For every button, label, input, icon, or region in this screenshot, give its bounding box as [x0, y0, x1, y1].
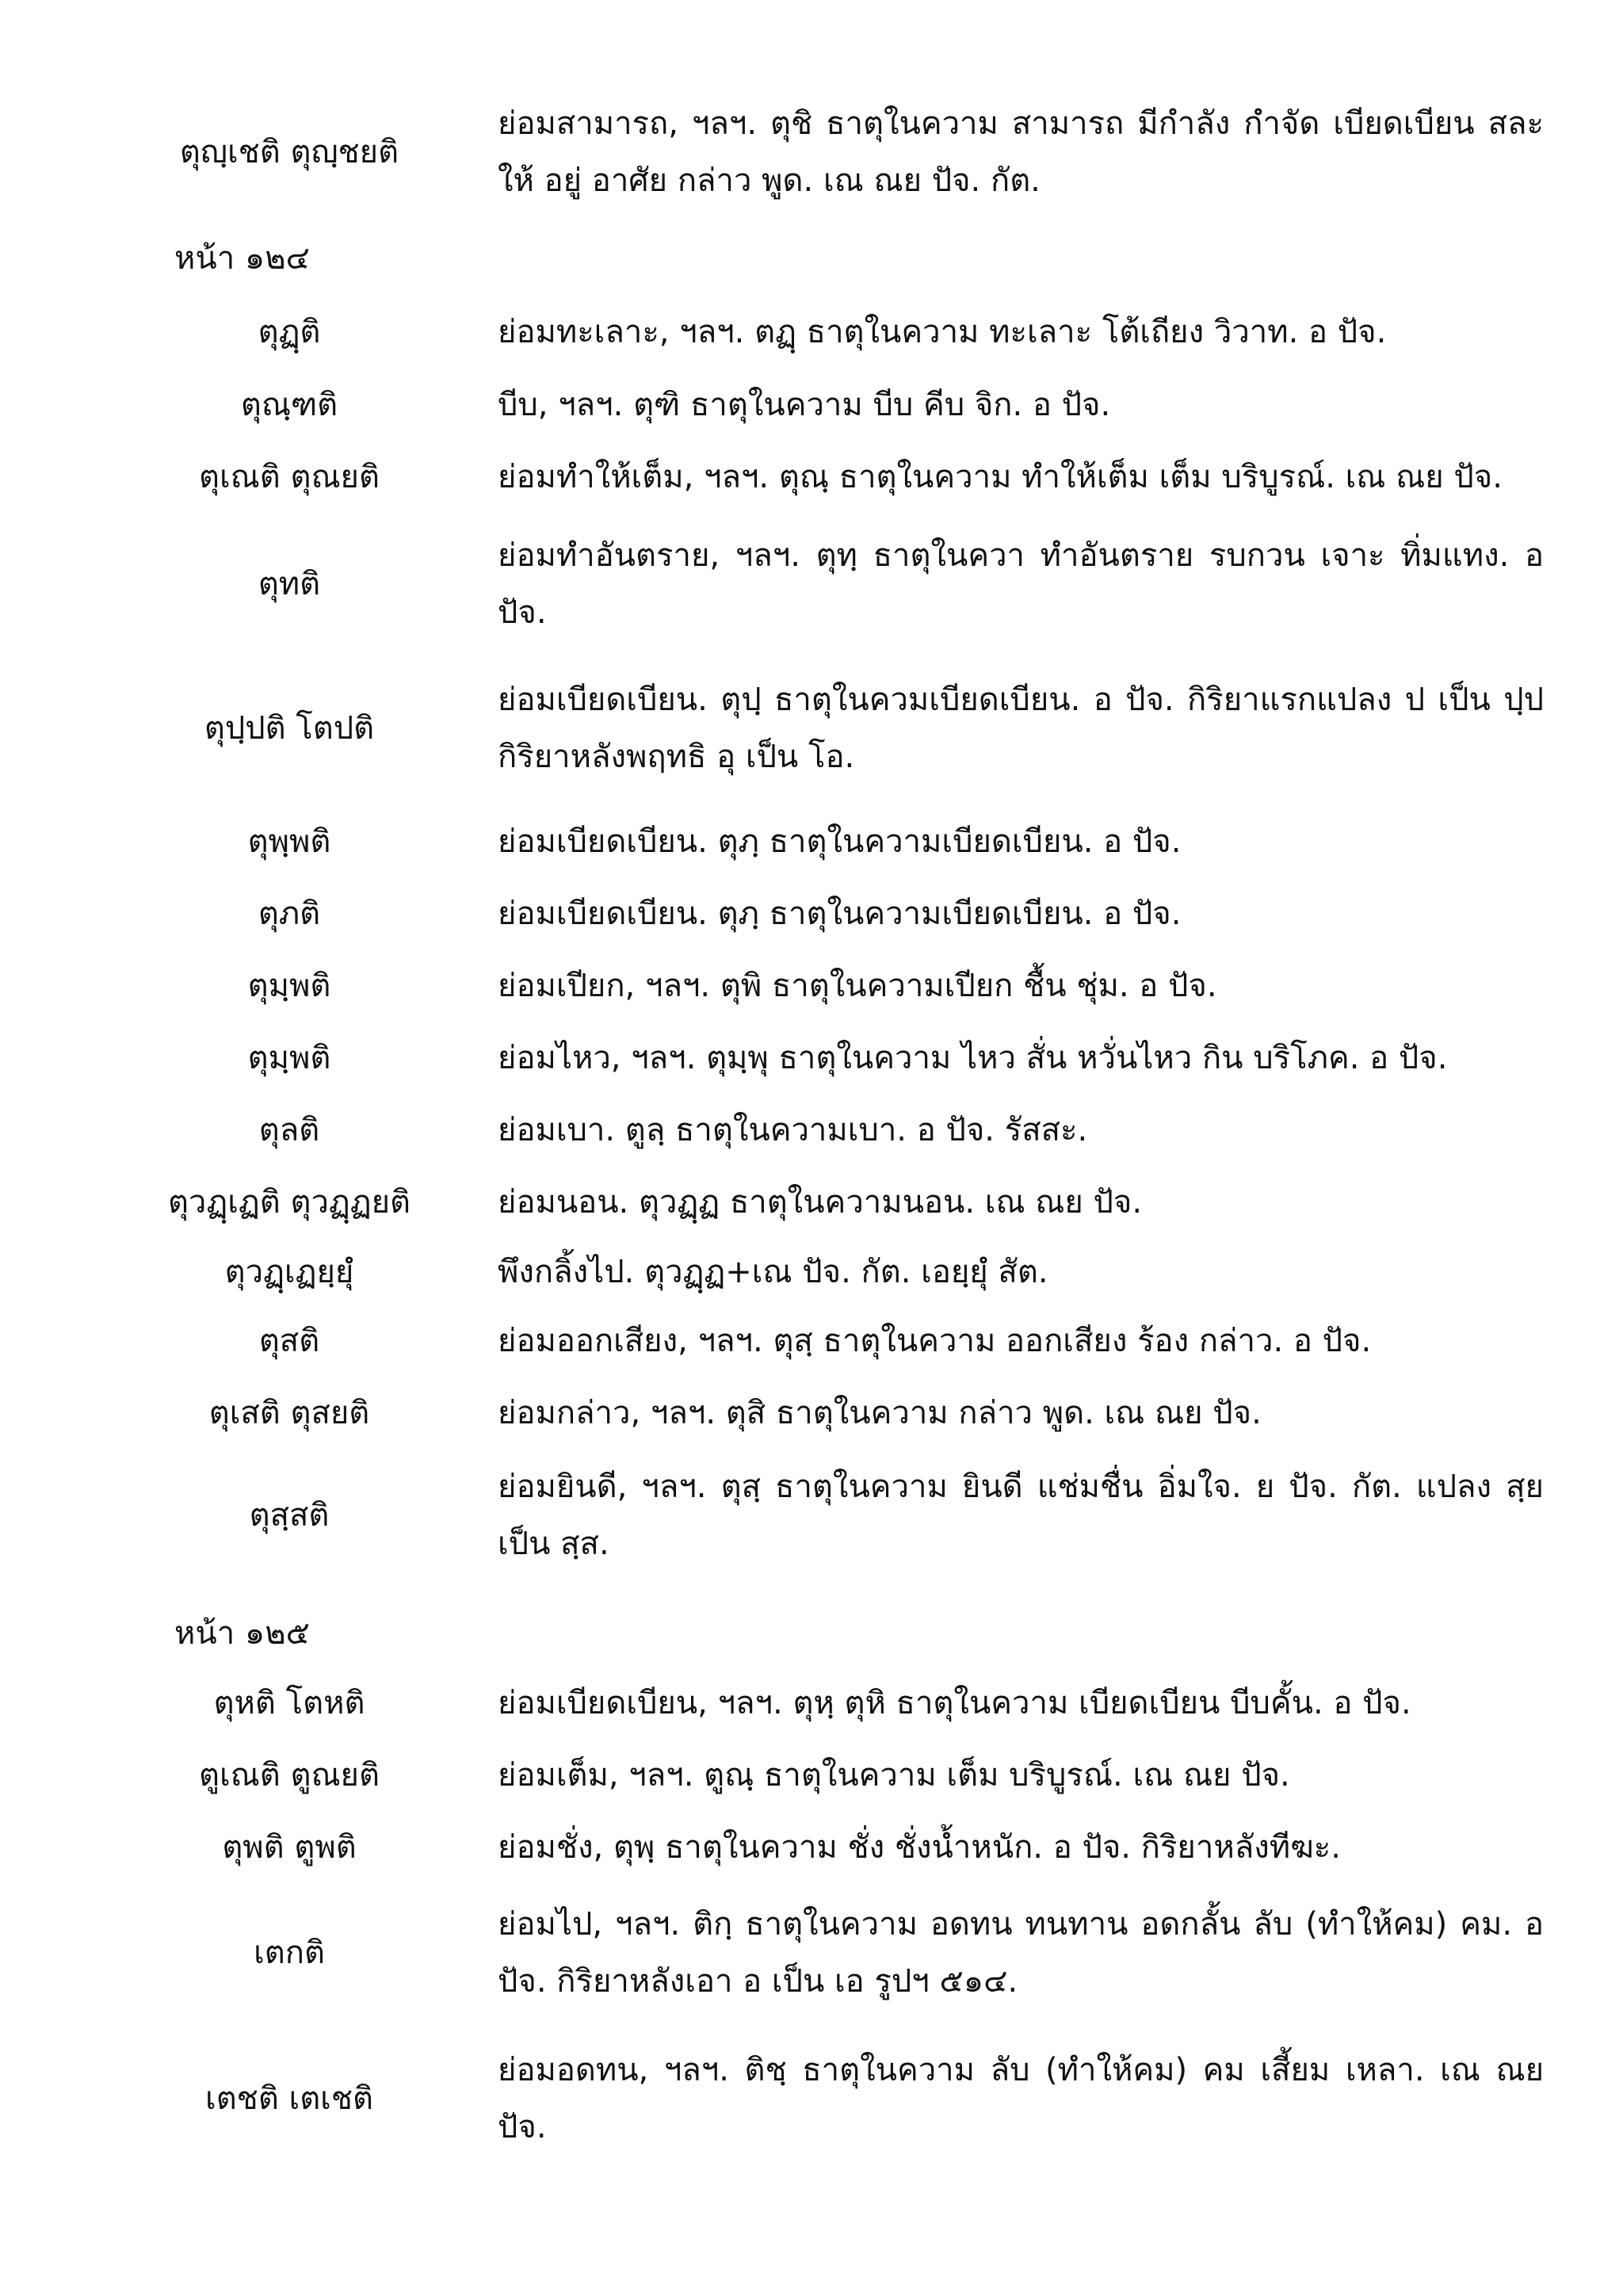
page-number-marker: หน้า ๑๒๕	[174, 1615, 310, 1652]
headword: ตุหติ โตหติ	[213, 1685, 365, 1721]
dictionary-entry	[0, 527, 1623, 641]
headword: ตุปฺปติ โตปติ	[204, 710, 375, 747]
definition: ย่อมออกเสียง, ฯลฯ. ตุสฺ ธาตุในความ ออกเสียง ร้อง กล่าว. อ ปัจ.	[498, 1323, 1372, 1359]
definition: พึงกลิ้งไป. ตุวฏฺฏ+เณ ปัจ. กัต. เอยฺยุํ สัต.	[498, 1254, 1048, 1290]
headword: ตุพฺพติ	[247, 823, 331, 860]
headword: ตูเณติ ตูณยติ	[199, 1757, 380, 1794]
headword: ตุฏฺติ	[258, 314, 321, 350]
headword: ตุญฺเชติ ตุญฺชยติ	[179, 134, 399, 170]
dictionary-entry	[0, 1747, 1623, 1804]
headword: ตุสติ	[258, 1323, 320, 1359]
headword: ตุวฏฺเฏติ ตุวฏฺฏยติ	[167, 1184, 411, 1221]
headword: เตชติ เตเชติ	[205, 2080, 373, 2117]
dictionary-entry	[0, 1385, 1623, 1442]
definition: ย่อมยินดี, ฯลฯ. ตุสฺ ธาตุในความ ยินดี แช่มชื่น อิ่มใจ. ย ปัจ. กัต. แปลง สฺย เป็น สฺส.	[498, 1469, 1544, 1562]
dictionary-entry	[0, 671, 1623, 785]
dictionary-entry	[0, 1102, 1623, 1159]
dictionary-entry	[0, 1244, 1623, 1301]
dictionary-entry	[0, 1675, 1623, 1732]
definition: ย่อมเบียดเบียน. ตุภฺ ธาตุในความเบียดเบียน. อ ปัจ.	[498, 823, 1182, 860]
definition: ย่อมทะเลาะ, ฯลฯ. ตฏฺ ธาตุในความ ทะเลาะ โต้เถียง วิวาท. อ ปัจ.	[498, 314, 1387, 350]
definition: ย่อมไป, ฯลฯ. ติกฺ ธาตุในความ อดทน ทนทาน อดกลั้น ลับ (ทำให้คม) คม. อ ปัจ. กิริยาหลังเอา อ เป็น เอ รูปฯ ๕๑๔.	[498, 1906, 1544, 2000]
definition: ย่อมเบียดเบียน. ตุภฺ ธาตุในความเบียดเบียน. อ ปัจ.	[498, 896, 1182, 932]
definition: ย่อมเต็ม, ฯลฯ. ตูณฺ ธาตุในความ เต็ม บริบูรณ์. เณ ณย ปัจ.	[498, 1757, 1290, 1794]
headword: ตุภติ	[258, 896, 321, 932]
dictionary-entry	[0, 957, 1623, 1014]
dictionary-entry	[0, 1819, 1623, 1876]
dictionary-entry	[0, 813, 1623, 870]
headword: ตุมฺพติ	[247, 1040, 331, 1076]
dictionary-entry	[0, 449, 1623, 506]
headword: ตุณฺฑติ	[240, 387, 338, 423]
dictionary-entry	[0, 1174, 1623, 1231]
definition: ย่อมอดทน, ฯลฯ. ติชฺ ธาตุในความ ลับ (ทำให้คม) คม เสี้ยม เหลา. เณ ณย ปัจ.	[498, 2052, 1544, 2145]
definition: บีบ, ฯลฯ. ตุฑิ ธาตุในความ บีบ คีบ จิก. อ ปัจ.	[498, 387, 1111, 423]
dictionary-entry	[0, 1030, 1623, 1087]
dictionary-entry	[0, 304, 1623, 361]
headword: ตุเสติ ตุสยติ	[208, 1395, 370, 1431]
dictionary-entry	[0, 1312, 1623, 1370]
definition: ย่อมไหว, ฯลฯ. ตุมฺพุ ธาตุในความ ไหว สั่น หวั่นไหว กิน บริโภค. อ ปัจ.	[498, 1040, 1448, 1076]
headword: เตกติ	[254, 1935, 325, 1971]
definition: ย่อมเบียดเบียน. ตุปฺ ธาตุในควมเบียดเบียน. อ ปัจ. กิริยาแรกแปลง ป เป็น ปฺป กิริยาหลังพฤทธิ อุ เป็น โอ.	[498, 682, 1544, 775]
headword: ตุเณติ ตุณยติ	[199, 459, 380, 495]
dictionary-entry	[0, 1896, 1623, 2010]
definition: ย่อมเบียดเบียน, ฯลฯ. ตุหฺ ตุหิ ธาตุในความ เบียดเบียน บีบคั้น. อ ปัจ.	[498, 1685, 1411, 1721]
definition: ย่อมกล่าว, ฯลฯ. ตุสิ ธาตุในความ กล่าว พูด. เณ ณย ปัจ.	[498, 1395, 1262, 1431]
page-number-marker: หน้า ๑๒๔	[174, 240, 310, 277]
definition: ย่อมทำอันตราย, ฯลฯ. ตุทฺ ธาตุในควา ทำอันตราย รบกวน เจาะ ทิ่มแทง. อ ปัจ.	[498, 537, 1544, 631]
headword: ตุลติ	[258, 1112, 320, 1148]
headword: ตุมฺพติ	[247, 968, 331, 1004]
dictionary-entry	[0, 376, 1623, 434]
dictionary-entry	[0, 2042, 1623, 2156]
headword: ตุทติ	[258, 566, 321, 602]
definition: ย่อมทำให้เต็ม, ฯลฯ. ตุณฺ ธาตุในความ ทำให้เต็ม เต็ม บริบูรณ์. เณ ณย ปัจ.	[498, 459, 1503, 495]
dictionary-entry	[0, 1458, 1623, 1572]
definition: ย่อมชั่ง, ตุพฺ ธาตุในความ ชั่ง ชั่งน้ำหนัก. อ ปัจ. กิริยาหลังทีฆะ.	[498, 1829, 1341, 1866]
definition: ย่อมเปียก, ฯลฯ. ตุพิ ธาตุในความเปียก ชื้น ชุ่ม. อ ปัจ.	[498, 968, 1217, 1004]
dictionary-entry	[0, 885, 1623, 942]
definition: ย่อมนอน. ตุวฏฺฏ ธาตุในความนอน. เณ ณย ปัจ.	[498, 1184, 1143, 1221]
headword: ตุวฏฺเฏยฺยุํ	[224, 1254, 354, 1290]
dictionary-entry	[0, 95, 1623, 209]
headword: ตุพติ ตูพติ	[222, 1829, 357, 1866]
definition: ย่อมสามารถ, ฯลฯ. ตุชิ ธาตุในความ สามารถ มีกำลัง กำจัด เบียดเบียน สละ ให้ อยู่ อาศัย กล่าว พูด. เณ ณย ปัจ. กัต.	[498, 105, 1544, 199]
headword: ตุสฺสติ	[249, 1497, 330, 1534]
definition: ย่อมเบา. ตูลฺ ธาตุในความเบา. อ ปัจ. รัสสะ.	[498, 1112, 1088, 1148]
